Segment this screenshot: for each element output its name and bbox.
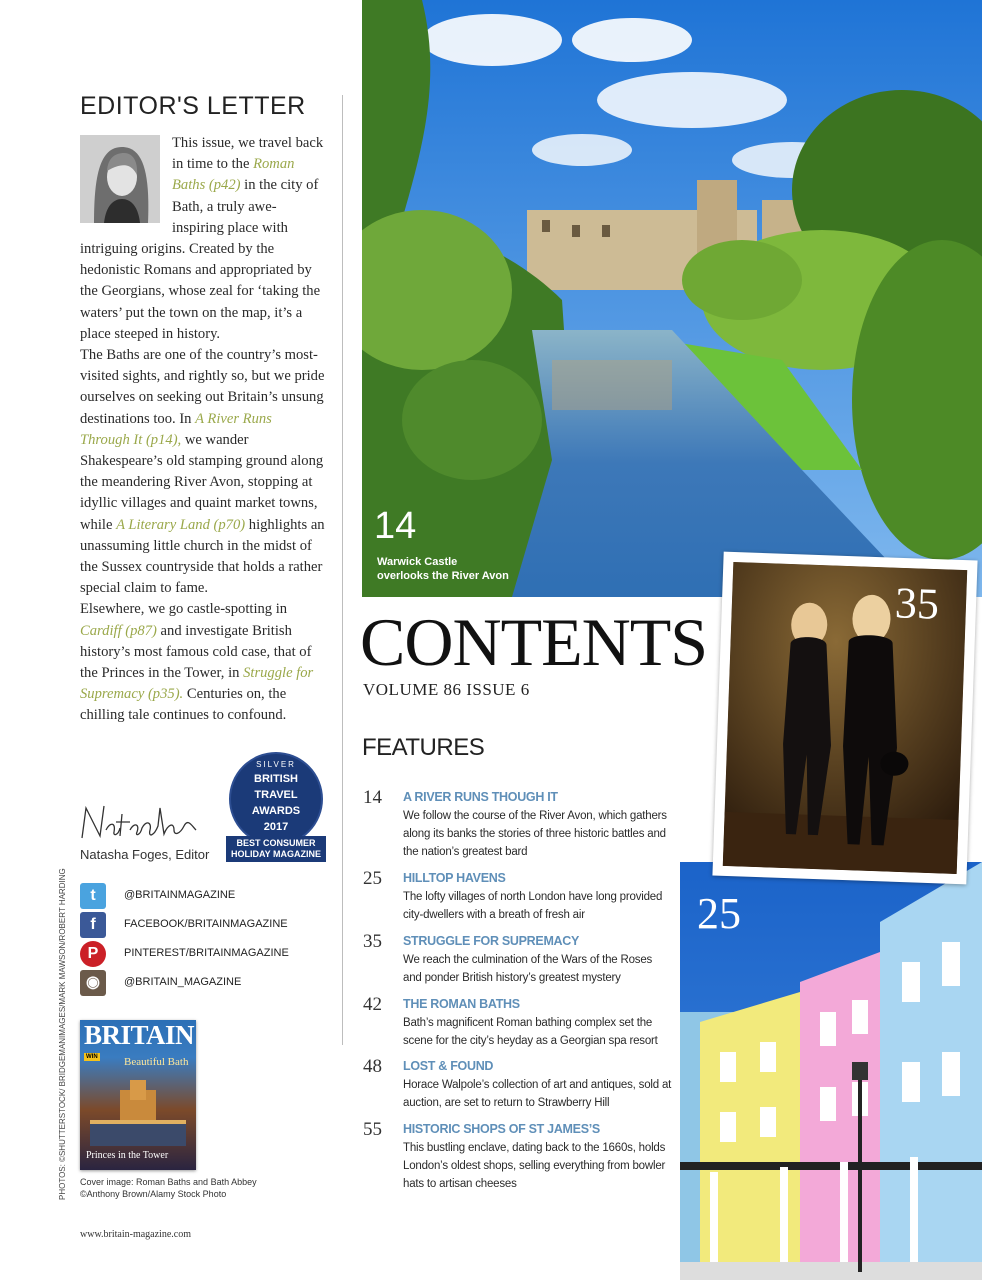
- letter-text: The Baths are one of the country’s most-visited sights, and rightly so, but we pride ourselves on seeking out Britain’s unsung destinations too. In: [80, 347, 325, 427]
- link-literary-land[interactable]: A Literary Land (p70): [116, 516, 246, 533]
- feature-title[interactable]: HILLTOP HAVENS: [403, 871, 506, 885]
- link-river-runs[interactable]: A River Runs Through It (p14),: [80, 410, 272, 448]
- instagram-icon: ◉: [80, 970, 106, 996]
- social-handle[interactable]: @BRITAIN_MAGAZINE: [124, 976, 242, 988]
- feature-title[interactable]: A RIVER RUNS THOUGH IT: [403, 790, 558, 804]
- award-tier: SILVER: [256, 760, 296, 769]
- houses-page-number: 25: [697, 889, 741, 938]
- twitter-icon: t: [80, 883, 106, 909]
- feature-description: Horace Walpole’s collection of art and antiques, sold at auction, are set to return to Strawberry Hill: [403, 1079, 672, 1109]
- editor-signature: [80, 800, 200, 844]
- feature-description: This bustling enclave, dating back to the 1660s, holds London’s oldest shops, selling everything from bowler hats to artisan cheeses: [403, 1142, 666, 1190]
- feature-page-number: 42: [363, 994, 382, 1015]
- photo-credits: PHOTOS: ©SHUTTERSTOCK/ BRIDGEMANIMAGES/MARK MAWSON/ROBERT HARDING: [58, 868, 67, 1200]
- feature-title[interactable]: THE ROMAN BATHS: [403, 997, 520, 1011]
- cover-badge: WIN: [86, 1054, 98, 1060]
- award-category: [226, 836, 326, 862]
- letter-text: Elsewhere, we go castle-spotting in: [80, 601, 288, 618]
- painting-page-number: 35: [894, 578, 940, 629]
- editor-letter-body: [80, 133, 325, 727]
- portrait-spacer: [80, 133, 172, 233]
- magazine-cover[interactable]: [80, 1020, 196, 1170]
- column-divider: [342, 95, 343, 1045]
- feature-title[interactable]: LOST & FOUND: [403, 1059, 494, 1073]
- cover-caption-line: Cover image: Roman Baths and Bath Abbey: [80, 1177, 257, 1187]
- hero-page-number: 14: [374, 505, 417, 547]
- feature-page-number: 14: [363, 787, 382, 808]
- social-handle[interactable]: @BRITAINMAGAZINE: [124, 889, 236, 901]
- social-handle[interactable]: FACEBOOK/BRITAINMAGAZINE: [124, 918, 288, 930]
- award-category-line: HOLIDAY MAGAZINE: [230, 849, 321, 859]
- feature-title[interactable]: STRUGGLE FOR SUPREMACY: [403, 934, 580, 948]
- feature-description: The lofty villages of north London have long provided city-dwellers with a breath of fresh air: [403, 891, 663, 921]
- website-url[interactable]: www.britain-magazine.com: [80, 1229, 191, 1240]
- contents-heading: CONTENTS: [360, 604, 708, 680]
- link-roman-baths[interactable]: Roman Baths (p42): [172, 156, 295, 194]
- social-handle[interactable]: PINTEREST/BRITAINMAGAZINE: [124, 947, 289, 959]
- feature-page-number: 55: [363, 1119, 382, 1140]
- cover-caption: [80, 1176, 257, 1200]
- cover-abbey-illustration: [90, 1080, 186, 1146]
- feature-description: We reach the culmination of the Wars of the Roses and ponder British history’s greatest mystery: [403, 954, 653, 984]
- link-cardiff[interactable]: Cardiff (p87): [80, 622, 157, 639]
- cover-headline: Beautiful Bath: [124, 1056, 189, 1068]
- letter-text: and investigate British history’s most famous cold case, that of the Princes in the Tower, in: [80, 622, 312, 682]
- warwick-castle-photo: [362, 0, 982, 597]
- editor-letter-heading: EDITOR'S LETTER: [80, 92, 306, 120]
- facebook-icon: f: [80, 912, 106, 938]
- feature-description: Bath’s magnificent Roman bathing complex set the scene for the city’s heyday as a Georgian spa resort: [403, 1017, 658, 1047]
- feature-page-number: 48: [363, 1056, 382, 1077]
- award-year: 2017: [263, 821, 289, 833]
- feature-title[interactable]: HISTORIC SHOPS OF ST JAMES’S: [403, 1122, 600, 1136]
- cover-caption-line: ©Anthony Brown/Alamy Stock Photo: [80, 1189, 227, 1199]
- award-seal: [229, 752, 323, 846]
- letter-text: in the city of Bath, a truly awe-inspiring place with intriguing origins. Created by the hedonistic Romans and appropriated by the Georgians, whose zeal for ‘taking the waters’ put the town on the map, it’s a place steeped in history.: [80, 177, 321, 342]
- letter-text: This issue, we travel back in time to the: [172, 135, 324, 173]
- letter-text: we wander Shakespeare’s old stamping ground along the meandering River Avon, stopping at idyllic villages and quaint market towns, while: [80, 431, 324, 533]
- letter-text: Centuries on, the chilling tale continues to confound.: [80, 686, 287, 724]
- editor-name: Natasha Foges, Editor: [80, 847, 210, 862]
- link-struggle[interactable]: Struggle for Supremacy (p35).: [80, 665, 314, 703]
- features-heading: FEATURES: [362, 734, 485, 761]
- letter-text: highlights an unassuming little church in the midst of the Sussex countryside that holds a rather special claim to fame.: [80, 516, 325, 597]
- award-category-line: BEST CONSUMER: [236, 838, 316, 848]
- hero-caption-line: Warwick Castle: [377, 556, 458, 568]
- cover-masthead: BRITAIN: [84, 1020, 195, 1050]
- cover-footer-headline: Princes in the Tower: [86, 1150, 169, 1161]
- feature-page-number: 25: [363, 868, 382, 889]
- travel-award-badge: [226, 752, 326, 864]
- hero-caption-line: overlooks the River Avon: [377, 570, 509, 582]
- award-line: AWARDS: [251, 805, 301, 817]
- award-line: TRAVEL: [254, 789, 298, 801]
- award-line: BRITISH: [254, 773, 298, 785]
- hero-caption: [377, 555, 527, 583]
- feature-page-number: 35: [363, 931, 382, 952]
- feature-description: We follow the course of the River Avon, which gathers along its banks the stories of three historic battles and the nation’s greatest bard: [403, 810, 667, 858]
- pinterest-icon: P: [80, 941, 106, 967]
- volume-issue: VOLUME 86 ISSUE 6: [363, 680, 530, 699]
